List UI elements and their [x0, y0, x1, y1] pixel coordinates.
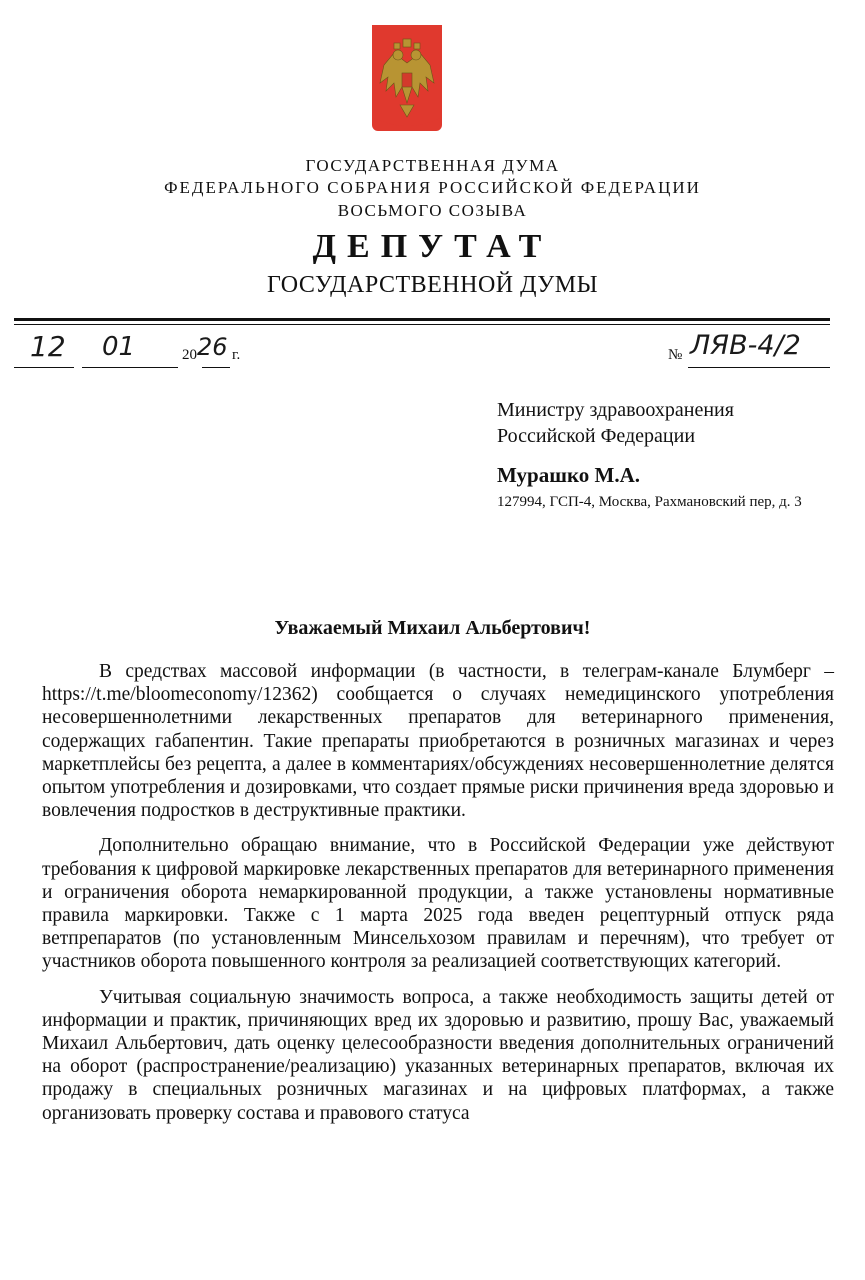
date-day-handwritten: 12: [30, 330, 66, 363]
date-year-prefix: 20: [182, 347, 197, 363]
salutation: Уважаемый Михаил Альбертович!: [274, 617, 591, 639]
date-year-handwritten: 26: [197, 333, 228, 361]
subtitle-duma: ГОСУДАРСТВЕННОЙ ДУМЫ: [266, 272, 599, 298]
addressee-position-line-2: Российской Федерации: [497, 425, 696, 447]
doc-number-underline: [688, 367, 830, 368]
date-month-handwritten: 01: [102, 332, 136, 362]
addressee-position-line-1: Министру здравоохранения: [497, 399, 734, 421]
doc-number-handwritten: ЛЯВ-4/2: [690, 330, 801, 361]
title-deputy: ДЕПУТАТ: [312, 228, 553, 265]
body-paragraph-1: В средствах массовой информации (в частности, в телеграм-канале Блумберг – https://t.me/bloomeconomy/12362) сообщается о случаях немедицинского употребления несовершеннолетними лекарственных препаратов для ветеринарного применения, содержащих габапентин. Такие препараты приобретаются в розничных магазинах и через маркетплейсы без рецепта, а далее в комментариях/обсуждениях несовершеннолетние делятся опытом употребления и дозировками, что создает прямые риски причинения вреда здоровью и вовлечения подростков в деструктивные практики.: [42, 661, 834, 822]
body-paragraph-3: Учитывая социальную значимость вопроса, а также необходимость защиты детей от информации и практик, причиняющих вред их здоровью и развитию, прошу Вас, уважаемый Михаил Альбертович, дать оценку целесообразности введения дополнительных ограничений на оборот (распространение/реализацию) указанных ветеринарных препаратов, включая их продажу в специальных розничных магазинах и на цифровых платформах, а также организовать проверку состава и правового статуса: [42, 986, 834, 1124]
date-year-abbr: г.: [232, 347, 241, 363]
date-year-underline: [202, 367, 230, 368]
org-line-3: ВОСЬМОГО СОЗЫВА: [337, 201, 528, 220]
header-rule-thick: [14, 318, 830, 321]
header-rule-thin: [14, 324, 830, 325]
addressee-name: Мурашко М.А.: [497, 463, 641, 487]
date-month-underline: [82, 367, 178, 368]
date-day-underline: [14, 367, 74, 368]
body-paragraph-2: Дополнительно обращаю внимание, что в Российской Федерации уже действуют требования к цифровой маркировке лекарственных препаратов для ветеринарного применения и ограничения оборота немаркированной продукции, а также установлены нормативные правила маркировки. Также с 1 марта 2025 года введен рецептурный отпуск ряда ветпрепаратов (по установленным Минсельхозом правилам и перечням), что требует от участников оборота повышенного контроля за реализацией соответствующих категорий.: [42, 835, 834, 973]
addressee-address: 127994, ГСП-4, Москва, Рахмановский пер, д. 3: [497, 494, 802, 510]
doc-number-label: №: [668, 347, 683, 363]
org-line-2: ФЕДЕРАЛЬНОГО СОБРАНИЯ РОССИЙСКОЙ ФЕДЕРАЦИИ: [164, 178, 701, 197]
letter-body: [42, 660, 834, 1137]
coat-of-arms-emblem: [372, 25, 442, 131]
org-line-1: ГОСУДАРСТВЕННАЯ ДУМА: [305, 156, 560, 175]
